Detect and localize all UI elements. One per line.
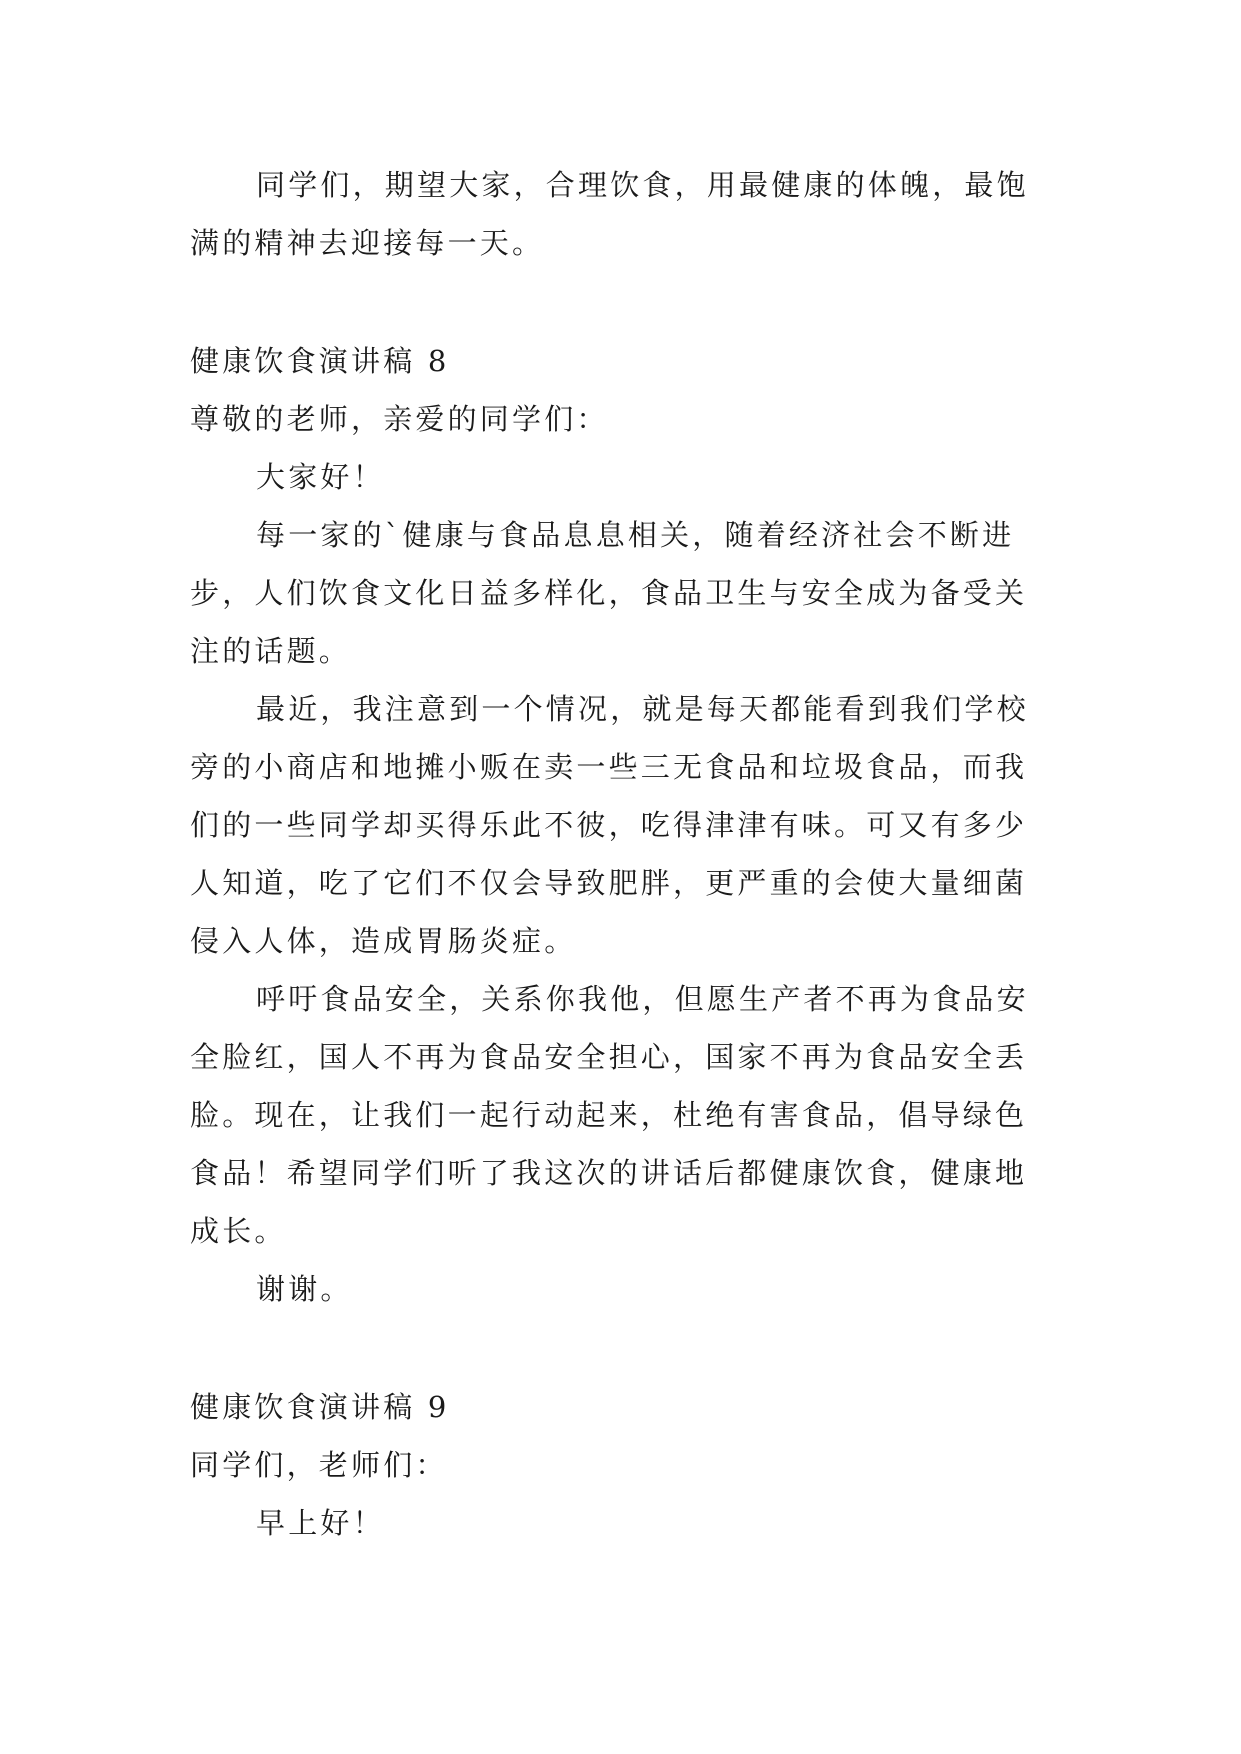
paragraph-line: 最近，我注意到一个情况，就是每天都能看到我们学校 bbox=[256, 692, 1029, 726]
greeting: 大家好！ bbox=[256, 460, 385, 494]
paragraph-line: 全脸红，国人不再为食品安全担心，国家不再为食品安全丢 bbox=[190, 1040, 1028, 1074]
paragraph-line: 们的一些同学却买得乐此不彼，吃得津津有味。可又有多少 bbox=[190, 808, 1028, 842]
closing-thanks: 谢谢。 bbox=[256, 1272, 353, 1306]
greeting: 早上好！ bbox=[256, 1506, 385, 1540]
paragraph-line: 人知道，吃了它们不仅会导致肥胖，更严重的会使大量细菌 bbox=[190, 866, 1028, 900]
salutation: 同学们，老师们： bbox=[190, 1448, 448, 1482]
paragraph-line: 注的话题。 bbox=[190, 634, 352, 668]
paragraph-line: 侵入人体，造成胃肠炎症。 bbox=[190, 924, 577, 958]
paragraph-line: 每一家的`健康与食品息息相关，随着经济社会不断进 bbox=[256, 518, 1015, 552]
paragraph-line: 步，人们饮食文化日益多样化，食品卫生与安全成为备受关 bbox=[190, 576, 1028, 610]
salutation: 尊敬的老师，亲爱的同学们： bbox=[190, 402, 609, 436]
paragraph-line: 同学们，期望大家，合理饮食，用最健康的体魄，最饱 bbox=[256, 168, 1029, 202]
paragraph-line: 成长。 bbox=[190, 1214, 287, 1248]
paragraph-line: 脸。现在，让我们一起行动起来，杜绝有害食品，倡导绿色 bbox=[190, 1098, 1028, 1132]
paragraph-line: 旁的小商店和地摊小贩在卖一些三无食品和垃圾食品，而我 bbox=[190, 750, 1028, 784]
paragraph-line: 呼吁食品安全，关系你我他，但愿生产者不再为食品安 bbox=[256, 982, 1029, 1016]
paragraph-line: 食品！希望同学们听了我这次的讲话后都健康饮食，健康地 bbox=[190, 1156, 1028, 1190]
section-title: 健康饮食演讲稿 8 bbox=[190, 344, 450, 378]
paragraph-line: 满的精神去迎接每一天。 bbox=[190, 226, 545, 260]
section-title: 健康饮食演讲稿 9 bbox=[190, 1390, 450, 1424]
